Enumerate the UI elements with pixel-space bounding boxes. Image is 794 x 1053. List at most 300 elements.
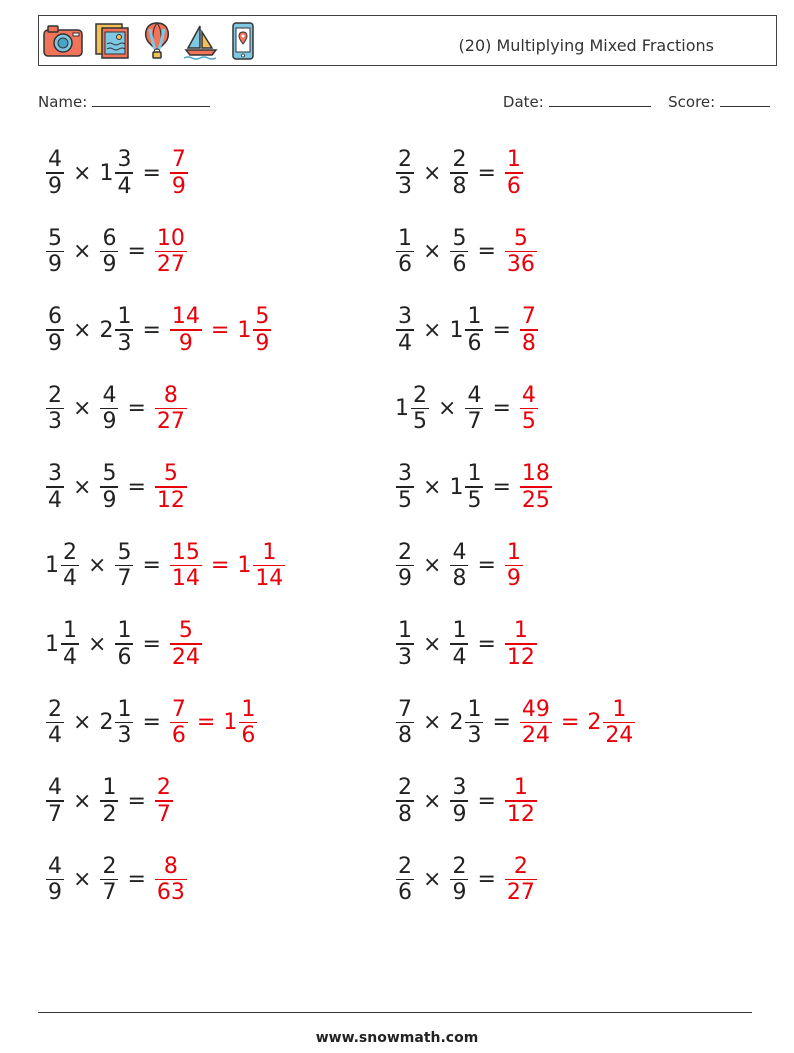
factor-a-numerator: 3 — [48, 461, 62, 487]
answer-1 — [169, 697, 189, 749]
answer-1-denominator: 36 — [506, 252, 535, 278]
answer-1 — [519, 383, 539, 435]
answer-1-denominator: 27 — [156, 252, 185, 278]
factor-a — [45, 697, 65, 749]
answer-1 — [519, 697, 553, 749]
factor-a-fraction — [46, 775, 64, 827]
equals-sign: = — [142, 710, 161, 735]
factor-b-fraction — [450, 540, 468, 592]
factor-b-numerator: 6 — [102, 225, 117, 251]
factor-b-fraction — [115, 147, 133, 199]
factor-b — [449, 854, 469, 906]
answer-2-denominator: 24 — [605, 723, 634, 749]
answer-1 — [519, 461, 553, 513]
factor-a-denominator: 5 — [398, 487, 412, 513]
times-sign: × — [73, 317, 92, 343]
answer-1 — [504, 147, 524, 199]
phone-map-icon — [230, 21, 256, 61]
footer-divider — [38, 1012, 752, 1013]
factor-a-fraction — [46, 461, 64, 513]
factor-a-numerator: 2 — [398, 775, 412, 801]
answer-1-fraction — [170, 540, 202, 592]
factor-b-fraction — [450, 618, 468, 670]
factor-b-fraction — [115, 697, 133, 749]
factor-a-denominator: 3 — [398, 173, 412, 199]
factor-b-numerator: 3 — [117, 147, 132, 173]
answer-1-fraction — [520, 697, 552, 749]
problem-13 — [45, 614, 203, 674]
factor-b-numerator: 3 — [452, 775, 467, 801]
answer-1-numerator: 49 — [521, 696, 550, 722]
factor-a-denominator: 4 — [398, 330, 412, 356]
answer-1 — [154, 854, 188, 906]
answer-1-fraction — [170, 147, 188, 199]
problem-16 — [395, 693, 636, 753]
answer-equals-sign: = — [560, 710, 580, 735]
factor-a-numerator: 2 — [48, 696, 62, 722]
factor-a-fraction — [61, 618, 79, 670]
answer-1 — [154, 461, 188, 513]
equals-sign: = — [477, 553, 496, 578]
problem-20 — [395, 850, 538, 910]
answer-1-numerator: 7 — [171, 696, 186, 722]
factor-b-numerator: 1 — [117, 304, 132, 330]
factor-a-denominator: 4 — [63, 644, 77, 670]
factor-a-numerator: 4 — [48, 147, 62, 173]
factor-a-numerator: 4 — [48, 775, 62, 801]
factor-b-numerator: 1 — [467, 461, 482, 487]
answer-1-fraction — [505, 854, 537, 906]
factor-b-fraction — [450, 226, 468, 278]
answer-2 — [223, 697, 258, 749]
problem-4 — [395, 222, 538, 282]
factor-b — [449, 461, 484, 513]
factor-b — [99, 226, 119, 278]
factor-b — [449, 775, 469, 827]
footer-url: www.snowmath.com — [315, 1030, 479, 1046]
answer-1-numerator: 2 — [156, 775, 171, 801]
answer-1-numerator: 1 — [506, 539, 521, 565]
problem-3 — [45, 222, 188, 282]
factor-a-denominator: 4 — [48, 723, 62, 749]
problem-2 — [395, 143, 524, 203]
factor-b-numerator: 4 — [452, 539, 467, 565]
factor-a-denominator: 4 — [48, 487, 62, 513]
equals-sign: = — [477, 239, 496, 264]
answer-2-numerator: 5 — [255, 304, 270, 330]
factor-b — [99, 697, 134, 749]
equals-sign: = — [477, 631, 496, 657]
times-sign: × — [73, 710, 92, 735]
factor-b — [449, 618, 469, 670]
factor-a-denominator: 9 — [48, 252, 62, 278]
answer-1-numerator: 5 — [163, 461, 178, 487]
answer-1-numerator: 2 — [513, 853, 528, 879]
factor-b-denominator: 9 — [452, 880, 467, 906]
answer-1-denominator: 12 — [506, 644, 535, 670]
factor-b — [114, 618, 134, 670]
answer-1-fraction — [170, 618, 202, 670]
factor-b — [99, 461, 119, 513]
equals-sign: = — [142, 631, 161, 657]
answer-1-denominator: 12 — [506, 801, 535, 827]
problem-5 — [45, 300, 272, 360]
factor-b-whole: 2 — [99, 317, 114, 343]
equals-sign: = — [492, 396, 511, 421]
times-sign: × — [73, 867, 92, 892]
factor-a-numerator: 2 — [398, 147, 412, 173]
answer-1-numerator: 8 — [163, 853, 178, 879]
pictures-icon — [94, 22, 132, 60]
answer-2-whole: 1 — [237, 553, 252, 578]
name-field — [38, 92, 210, 111]
factor-a — [395, 147, 415, 199]
factor-a — [45, 775, 65, 827]
factor-a-numerator: 2 — [48, 382, 62, 408]
factor-a-denominator: 9 — [48, 173, 62, 199]
factor-b — [99, 383, 119, 435]
factor-b-numerator: 1 — [467, 304, 482, 330]
answer-1-denominator: 9 — [178, 330, 193, 356]
answer-1-denominator: 6 — [506, 173, 521, 199]
answer-1-fraction — [505, 618, 537, 670]
factor-b-fraction — [115, 618, 133, 670]
equals-sign: = — [477, 160, 496, 186]
answer-1-fraction — [505, 775, 537, 827]
factor-a — [395, 697, 415, 749]
header-box — [38, 15, 777, 66]
hot-air-balloon-icon — [142, 21, 172, 61]
factor-b-denominator: 8 — [452, 566, 467, 592]
factor-a-denominator: 7 — [48, 801, 62, 827]
factor-b-fraction — [115, 304, 133, 356]
factor-a-numerator: 2 — [398, 853, 412, 879]
problem-15 — [45, 693, 258, 753]
score-label: Score: — [668, 93, 716, 111]
factor-a-numerator: 7 — [398, 696, 412, 722]
factor-a-fraction — [61, 540, 79, 592]
factor-a-numerator: 2 — [398, 539, 412, 565]
factor-b — [99, 304, 134, 356]
answer-1-fraction — [170, 304, 202, 356]
score-blank[interactable] — [720, 92, 770, 107]
answer-2-whole: 2 — [587, 710, 602, 735]
answer-1-numerator: 14 — [171, 304, 200, 330]
answer-1-numerator: 7 — [171, 147, 186, 173]
answer-2-fraction — [603, 697, 635, 749]
factor-b-fraction — [115, 540, 133, 592]
sailboat-icon — [182, 22, 220, 60]
factor-b-denominator: 7 — [117, 566, 132, 592]
answer-1 — [154, 226, 188, 278]
equals-sign: = — [492, 474, 511, 500]
factor-a — [45, 854, 65, 906]
problem-19 — [45, 850, 188, 910]
answer-1 — [169, 304, 203, 356]
factor-b-numerator: 4 — [102, 382, 117, 408]
answer-2-denominator: 14 — [255, 566, 284, 592]
factor-b-numerator: 5 — [117, 539, 132, 565]
name-label: Name: — [38, 93, 88, 111]
factor-b-numerator: 2 — [452, 853, 467, 879]
factor-a — [395, 854, 415, 906]
factor-a-denominator: 6 — [398, 880, 412, 906]
answer-1-fraction — [520, 304, 538, 356]
factor-b-fraction — [465, 304, 483, 356]
factor-a-fraction — [396, 854, 414, 906]
factor-b-denominator: 5 — [467, 487, 482, 513]
factor-a-denominator: 9 — [398, 566, 412, 592]
factor-b — [99, 775, 119, 827]
times-sign: × — [73, 239, 92, 264]
factor-b-numerator: 2 — [102, 853, 117, 879]
factor-b-denominator: 7 — [467, 409, 482, 435]
answer-2-whole: 1 — [223, 710, 238, 735]
factor-a — [45, 461, 65, 513]
equals-sign: = — [142, 160, 161, 186]
answer-1-numerator: 1 — [513, 618, 528, 644]
factor-b-fraction — [100, 775, 118, 827]
factor-b — [449, 540, 469, 592]
name-blank[interactable] — [92, 92, 210, 107]
answer-1-denominator: 25 — [521, 487, 550, 513]
times-sign: × — [438, 396, 457, 421]
answer-2-numerator: 1 — [241, 696, 256, 722]
answer-1-denominator: 27 — [506, 880, 535, 906]
factor-a-fraction — [46, 383, 64, 435]
answer-1-denominator: 12 — [156, 487, 185, 513]
answer-2-whole: 1 — [237, 317, 252, 343]
answer-1-numerator: 4 — [521, 382, 536, 408]
factor-b-numerator: 1 — [117, 618, 132, 644]
factor-a-numerator: 1 — [398, 618, 412, 644]
factor-b-fraction — [100, 226, 118, 278]
factor-a-fraction — [396, 147, 414, 199]
problem-9 — [45, 457, 188, 517]
answer-1-numerator: 18 — [521, 461, 550, 487]
factor-b-fraction — [465, 383, 483, 435]
answer-1-denominator: 24 — [171, 644, 200, 670]
factor-a — [395, 618, 415, 670]
factor-a-denominator: 8 — [398, 801, 412, 827]
factor-b — [449, 226, 469, 278]
equals-sign: = — [142, 553, 161, 578]
date-blank[interactable] — [549, 92, 651, 107]
times-sign: × — [73, 160, 92, 186]
problem-10 — [395, 457, 553, 517]
factor-a-denominator: 3 — [398, 644, 412, 670]
answer-1-denominator: 9 — [506, 566, 521, 592]
factor-b-whole: 1 — [99, 160, 114, 186]
answer-1 — [169, 540, 203, 592]
factor-a-numerator: 1 — [63, 618, 77, 644]
factor-b-denominator: 7 — [102, 880, 117, 906]
answer-1-fraction — [505, 226, 537, 278]
factor-a-fraction — [396, 540, 414, 592]
answer-1 — [169, 147, 189, 199]
problem-1 — [45, 143, 189, 203]
answer-2-denominator: 9 — [255, 330, 270, 356]
factor-a-fraction — [396, 226, 414, 278]
times-sign: × — [423, 788, 442, 814]
answer-1-fraction — [505, 540, 523, 592]
answer-2-denominator: 6 — [241, 723, 256, 749]
factor-b-numerator: 5 — [452, 225, 467, 251]
factor-b-denominator: 9 — [102, 409, 117, 435]
factor-a-fraction — [411, 383, 429, 435]
factor-b-whole: 2 — [99, 710, 114, 735]
answer-1 — [154, 383, 188, 435]
answer-1-numerator: 5 — [513, 225, 528, 251]
factor-a — [395, 461, 415, 513]
answer-1 — [504, 226, 538, 278]
answer-1-denominator: 7 — [156, 801, 171, 827]
times-sign: × — [423, 160, 442, 186]
problem-14 — [395, 614, 538, 674]
times-sign: × — [423, 239, 442, 264]
times-sign: × — [73, 474, 92, 500]
problem-8 — [395, 379, 539, 439]
factor-b-numerator: 1 — [102, 775, 117, 801]
factor-a — [395, 775, 415, 827]
answer-1-fraction — [520, 383, 538, 435]
factor-a — [45, 618, 80, 670]
times-sign: × — [88, 631, 107, 657]
factor-a-denominator: 9 — [48, 330, 62, 356]
problem-12 — [395, 536, 524, 596]
factor-b-numerator: 1 — [117, 696, 132, 722]
answer-1-numerator: 8 — [163, 382, 178, 408]
answer-1-numerator: 5 — [178, 618, 193, 644]
answer-1 — [504, 854, 538, 906]
factor-b-denominator: 4 — [452, 644, 467, 670]
factor-b-denominator: 9 — [102, 252, 117, 278]
factor-a-numerator: 3 — [398, 461, 412, 487]
date-label: Date: — [502, 93, 544, 111]
answer-1 — [504, 540, 524, 592]
equals-sign: = — [142, 317, 161, 343]
answer-1-numerator: 10 — [156, 225, 185, 251]
factor-b-numerator: 1 — [452, 618, 467, 644]
times-sign: × — [423, 474, 442, 500]
answer-1-denominator: 9 — [171, 173, 186, 199]
header-icons — [42, 21, 256, 61]
factor-a-fraction — [396, 775, 414, 827]
answer-1-fraction — [155, 383, 187, 435]
factor-b-denominator: 9 — [102, 487, 117, 513]
answer-2-fraction — [253, 540, 285, 592]
factor-b — [449, 147, 469, 199]
factor-a-denominator: 4 — [63, 566, 77, 592]
factor-b-denominator: 3 — [117, 330, 132, 356]
factor-a-whole: 1 — [395, 396, 409, 421]
answer-2-fraction — [253, 304, 271, 356]
times-sign: × — [423, 317, 442, 343]
times-sign: × — [73, 396, 92, 421]
factor-b-fraction — [100, 383, 118, 435]
factor-a-fraction — [46, 304, 64, 356]
equals-sign: = — [477, 867, 496, 892]
factor-b-denominator: 4 — [117, 173, 132, 199]
answer-1-fraction — [155, 226, 187, 278]
factor-a-fraction — [396, 618, 414, 670]
answer-1-fraction — [155, 775, 173, 827]
factor-a — [395, 226, 415, 278]
factor-b — [114, 540, 134, 592]
problem-6 — [395, 300, 539, 360]
answer-2-fraction — [239, 697, 257, 749]
equals-sign: = — [127, 474, 146, 500]
answer-2 — [237, 540, 286, 592]
factor-a-denominator: 6 — [398, 252, 412, 278]
factor-b-denominator: 8 — [452, 173, 467, 199]
factor-a-denominator: 3 — [48, 409, 62, 435]
problem-18 — [395, 771, 538, 831]
factor-b-fraction — [100, 461, 118, 513]
answer-1 — [169, 618, 203, 670]
answer-1-fraction — [170, 697, 188, 749]
factor-b-denominator: 9 — [452, 801, 467, 827]
times-sign: × — [73, 788, 92, 814]
factor-b — [99, 854, 119, 906]
factor-b — [449, 304, 484, 356]
answer-1-numerator: 1 — [513, 775, 528, 801]
answer-1-denominator: 27 — [156, 409, 185, 435]
answer-1 — [154, 775, 174, 827]
factor-b-fraction — [450, 775, 468, 827]
answer-1-numerator: 1 — [506, 147, 521, 173]
answer-1-fraction — [155, 461, 187, 513]
factor-a — [395, 540, 415, 592]
factor-a-numerator: 1 — [398, 225, 412, 251]
factor-b — [464, 383, 484, 435]
factor-b-whole: 2 — [449, 710, 464, 735]
factor-b — [99, 147, 134, 199]
factor-b-numerator: 2 — [452, 147, 467, 173]
factor-a — [45, 540, 80, 592]
factor-b-denominator: 6 — [117, 644, 132, 670]
factor-a-denominator: 9 — [48, 880, 62, 906]
factor-a-numerator: 2 — [413, 382, 427, 408]
factor-a-numerator: 2 — [63, 539, 77, 565]
answer-1-numerator: 15 — [171, 539, 200, 565]
factor-a — [45, 147, 65, 199]
factor-a-fraction — [46, 226, 64, 278]
answer-1 — [504, 618, 538, 670]
factor-b-denominator: 3 — [467, 723, 482, 749]
factor-a-numerator: 4 — [48, 853, 62, 879]
factor-b-denominator: 6 — [452, 252, 467, 278]
factor-a-fraction — [396, 697, 414, 749]
factor-b-denominator: 6 — [467, 330, 482, 356]
equals-sign: = — [492, 317, 511, 343]
factor-b-fraction — [450, 854, 468, 906]
factor-a-whole: 1 — [45, 631, 59, 657]
answer-1-denominator: 8 — [521, 330, 536, 356]
answer-2 — [237, 304, 272, 356]
factor-b-fraction — [465, 697, 483, 749]
answer-1 — [519, 304, 539, 356]
equals-sign: = — [477, 788, 496, 814]
camera-icon — [42, 24, 84, 58]
answer-1-denominator: 6 — [171, 723, 186, 749]
answer-equals-sign: = — [210, 317, 230, 343]
factor-b-fraction — [465, 461, 483, 513]
answer-1-fraction — [520, 461, 552, 513]
factor-b — [449, 697, 484, 749]
times-sign: × — [423, 867, 442, 892]
answer-1-denominator: 24 — [521, 723, 550, 749]
